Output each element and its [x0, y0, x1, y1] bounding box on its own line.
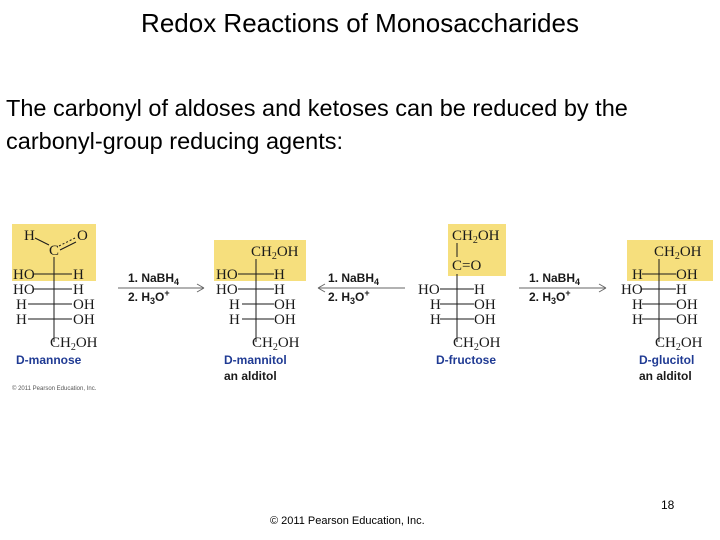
- glucitol-row3-right: OH: [676, 297, 698, 313]
- mannose-bottom-group: $CH_2OH$: [50, 335, 98, 353]
- mannose-row2-left: HO: [13, 282, 35, 298]
- glucitol-label: D-glucitol: [639, 353, 695, 367]
- fructose-bottom-group: $CH_2OH$: [453, 335, 501, 353]
- mannose-carbonyl-o: O: [77, 228, 88, 244]
- svg-text:1. NaBH4: 1. NaBH$_4$: [529, 271, 581, 287]
- mannitol-row1-left: HO: [216, 267, 238, 283]
- fructose-label: D-fructose: [436, 353, 497, 367]
- fructose-row1-right: H: [474, 282, 485, 298]
- glucitol-row4-left: H: [632, 312, 643, 328]
- fructose-carbonyl: C=O: [452, 258, 482, 274]
- fructose-row1-left: HO: [418, 282, 440, 298]
- glucitol-subtitle: an alditol: [639, 369, 692, 383]
- glucitol-row2-right: H: [676, 282, 687, 298]
- mannitol-bottom-group: $CH_2OH$: [252, 335, 300, 353]
- mannitol-subtitle: an alditol: [224, 369, 277, 383]
- figure-copyright: © 2011 Pearson Education, Inc.: [12, 386, 97, 392]
- mannose-carbonyl-c: C: [49, 243, 60, 259]
- svg-text:2. H3O+: 2. $H_3O^+$: [128, 288, 170, 306]
- slide-footer: © 2011 Pearson Education, Inc.: [270, 515, 425, 527]
- fructose-row2-left: H: [430, 297, 441, 313]
- mannose-row2-right: H: [73, 282, 84, 298]
- mannose-row1-right: H: [73, 267, 84, 283]
- page-number: 18: [661, 498, 675, 512]
- mannose-row4-left: H: [16, 312, 27, 328]
- mannose-row3-right: OH: [73, 297, 95, 313]
- glucitol-top-group: $CH_2OH$: [654, 244, 702, 262]
- fructose-row3-right: OH: [474, 312, 496, 328]
- mannitol-row4-left: H: [229, 312, 240, 328]
- glucitol-row1-right: OH: [676, 267, 698, 283]
- slide-body-text: The carbonyl of aldoses and ketoses can be reduced by the carbonyl-group reducing agents:: [6, 95, 628, 154]
- mannose-row4-right: OH: [73, 312, 95, 328]
- mannitol-row3-left: H: [229, 297, 240, 313]
- slide-title: Redox Reactions of Monosaccharides: [141, 8, 579, 38]
- mannose-row1-left: HO: [13, 267, 35, 283]
- reduction-scheme: [0, 212, 720, 402]
- glucitol-row1-left: H: [632, 267, 643, 283]
- mannitol-top-group: $CH_2OH$: [251, 244, 299, 262]
- svg-text:1. NaBH4: 1. NaBH$_4$: [128, 271, 180, 287]
- mannose-aldehyde-h: H: [24, 228, 35, 244]
- mannitol-row1-right: H: [274, 267, 285, 283]
- fructose-row3-left: H: [430, 312, 441, 328]
- fructose-top-group: $CH_2OH$: [452, 228, 500, 246]
- mannitol-row4-right: OH: [274, 312, 296, 328]
- glucitol-row4-right: OH: [676, 312, 698, 328]
- glucitol-row3-left: H: [632, 297, 643, 313]
- svg-text:2. H3O+: 2. $H_3O^+$: [328, 288, 370, 306]
- svg-text:1. NaBH4: 1. NaBH$_4$: [328, 271, 380, 287]
- mannitol-row2-left: HO: [216, 282, 238, 298]
- fructose-row2-right: OH: [474, 297, 496, 313]
- mannose-row3-left: H: [16, 297, 27, 313]
- mannose-label: D-mannose: [16, 353, 82, 367]
- mannitol-row2-right: H: [274, 282, 285, 298]
- mannitol-label: D-mannitol: [224, 353, 287, 367]
- mannitol-row3-right: OH: [274, 297, 296, 313]
- svg-text:2. H3O+: 2. $H_3O^+$: [529, 288, 571, 306]
- glucitol-row2-left: HO: [621, 282, 643, 298]
- glucitol-bottom-group: $CH_2OH$: [655, 335, 703, 353]
